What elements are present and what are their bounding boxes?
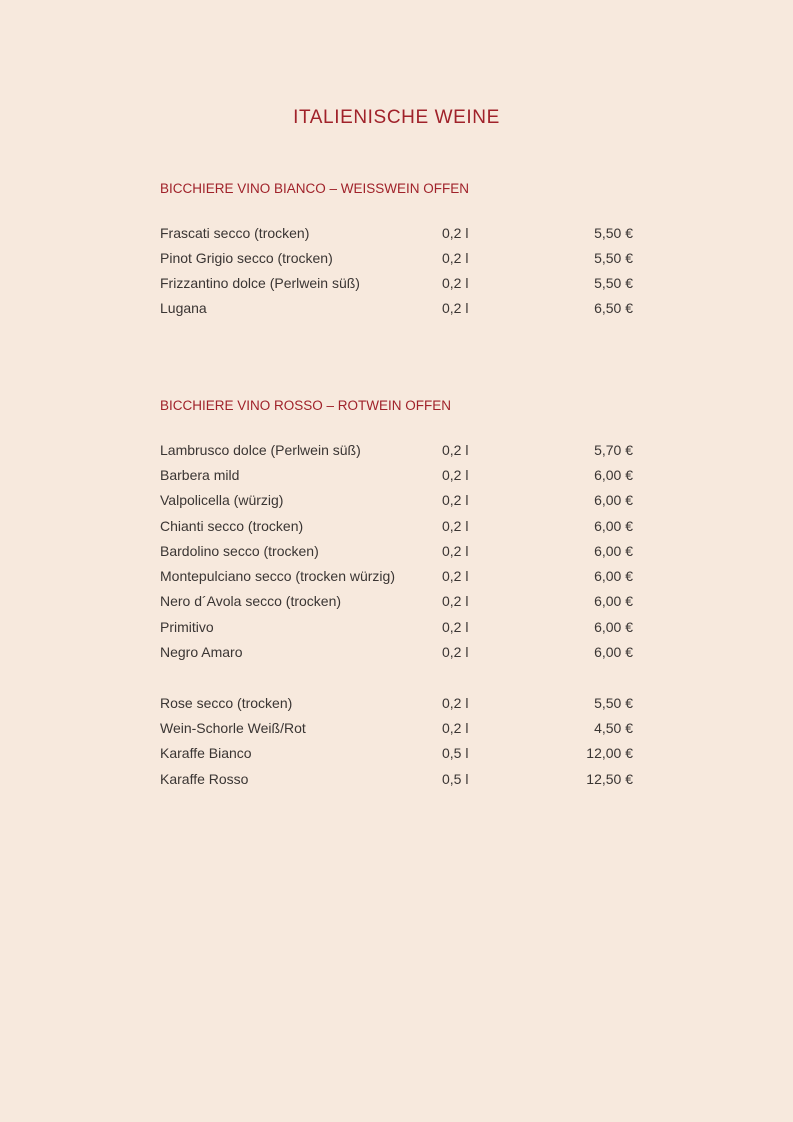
wine-volume: 0,2 l [442,644,469,660]
wine-name: Frascati secco (trocken) [160,225,310,241]
wine-price: 5,70 € [594,442,633,458]
wine-name: Barbera mild [160,467,240,483]
list-item [160,589,633,614]
wine-volume: 0,2 l [442,492,469,508]
wine-name: Bardolino secco (trocken) [160,543,319,559]
wine-price: 5,50 € [594,225,633,241]
wine-price: 6,00 € [594,619,633,635]
list-item [160,767,633,792]
wine-price: 6,00 € [594,568,633,584]
wine-volume: 0,2 l [442,225,469,241]
wine-volume: 0,5 l [442,745,469,761]
wine-volume: 0,2 l [442,720,469,736]
wine-name: Negro Amaro [160,644,243,660]
wine-volume: 0,2 l [442,250,469,266]
list-item [160,640,633,665]
wine-volume: 0,2 l [442,467,469,483]
list-item [160,296,633,321]
wine-price: 5,50 € [594,275,633,291]
wine-volume: 0,2 l [442,518,469,534]
wine-volume: 0,2 l [442,442,469,458]
wine-price: 6,00 € [594,492,633,508]
wine-volume: 0,2 l [442,695,469,711]
wine-price: 6,00 € [594,543,633,559]
list-item [160,221,633,246]
wine-name: Primitivo [160,619,214,635]
page-title: ITALIENISCHE WEINE [293,107,500,128]
wine-name: Lambrusco dolce (Perlwein süß) [160,442,361,458]
list-item [160,741,633,766]
list-item [160,463,633,488]
wine-price: 6,00 € [594,518,633,534]
list-item [160,615,633,640]
wine-price: 6,00 € [594,593,633,609]
wine-name: Valpolicella (würzig) [160,492,284,508]
wine-price: 5,50 € [594,695,633,711]
wine-volume: 0,2 l [442,275,469,291]
wine-name: Karaffe Rosso [160,771,249,787]
list-item [160,246,633,271]
list-item [160,564,633,589]
wine-price: 6,00 € [594,467,633,483]
wine-price: 5,50 € [594,250,633,266]
wine-name: Lugana [160,300,207,316]
wine-volume: 0,2 l [442,300,469,316]
wine-volume: 0,5 l [442,771,469,787]
wine-price: 4,50 € [594,720,633,736]
list-item [160,488,633,513]
list-item [160,716,633,741]
wine-volume: 0,2 l [442,619,469,635]
list-item [160,514,633,539]
list-item [160,271,633,296]
wine-volume: 0,2 l [442,543,469,559]
list-item [160,539,633,564]
wine-volume: 0,2 l [442,568,469,584]
wine-name: Pinot Grigio secco (trocken) [160,250,333,266]
wine-name: Montepulciano secco (trocken würzig) [160,568,395,584]
wine-volume: 0,2 l [442,593,469,609]
section-heading-red-wine: BICCHIERE VINO ROSSO – ROTWEIN OFFEN [160,398,452,413]
wine-name: Frizzantino dolce (Perlwein süß) [160,275,360,291]
wine-price: 12,50 € [586,771,633,787]
wine-price: 6,50 € [594,300,633,316]
section-heading-white-wine: BICCHIERE VINO BIANCO – WEISSWEIN OFFEN [160,181,470,196]
wine-name: Chianti secco (trocken) [160,518,304,534]
wine-name: Nero d´Avola secco (trocken) [160,593,342,609]
wine-name: Wein-Schorle Weiß/Rot [160,720,306,736]
wine-price: 12,00 € [586,745,633,761]
wine-price: 6,00 € [594,644,633,660]
list-item [160,691,633,716]
list-item [160,438,633,463]
wine-name: Karaffe Bianco [160,745,252,761]
wine-name: Rose secco (trocken) [160,695,293,711]
